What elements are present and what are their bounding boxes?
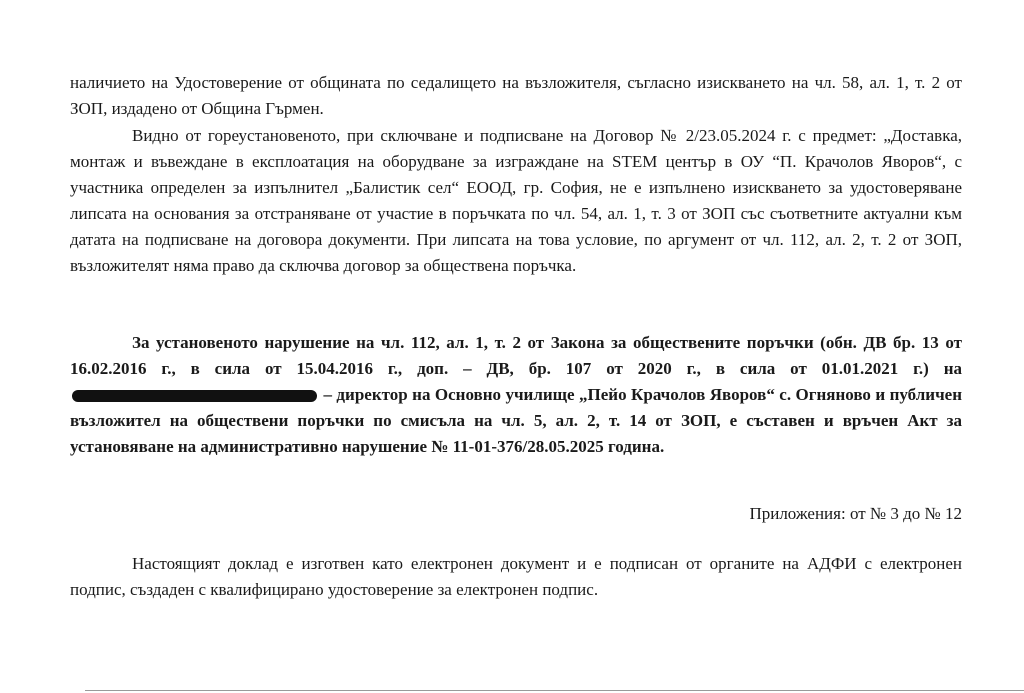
paragraph-text: Настоящият доклад е изготвен като електронен документ и е подписан от органите на АДФИ с електронен подпис, създаден с квалифицирано удостоверение за електронен подпис. [70, 554, 962, 599]
page-edge-line [85, 690, 1024, 691]
paragraph-contract-findings [70, 123, 962, 279]
paragraph-electronic-signature [70, 551, 962, 603]
paragraph-text: Видно от гореустановеното, при сключване и подписване на Договор № 2/23.05.2024 г. с предмет: „Доставка, монтаж и въвеждане в експлоатация на оборудване за изграждане на STEM център в ОУ “П. Крачолов Яворов“, с участника определен за изпълнител „Балистик сел“ ЕООД, гр. София, не е изпълнено изискването за удостоверяване липсата на основания за отстраняване от участие в поръчката по чл. 54, ал. 1, т. 3 от ЗОП със съответните актуални към датата на подписване на договора документи. При липсата на това условие, по аргумент от чл. 112, ал. 2, т. 2 от ЗОП, възложителят няма право да сключва договор за обществена поръчка. [70, 126, 962, 275]
paragraph-text-part1: За установеното нарушение на чл. 112, ал. 1, т. 2 от Закона за обществените поръчки (обн. ДВ бр. 13 от 16.02.2016 г., в сила от 15.04.2016 г., доп. – ДВ, бр. 107 от 2020 г., в сила от 01.01.2021 г.) на [70, 333, 962, 378]
paragraph-text: наличието на Удостоверение от общината по седалището на възложителя, съгласно изискването на чл. 58, ал. 1, т. 2 от ЗОП, издадено от Община Гърмен. [70, 73, 962, 118]
redaction-bar [72, 390, 317, 402]
paragraph-text-part2: – директор на Основно училище „Пейо Крачолов Яворов“ с. Огняново и публичен възложител на обществени поръчки по смисъла на чл. 5, ал. 2, т. 14 от ЗОП, е съставен и връчен Акт за установяване на административно нарушение № 11-01-376/28.05.2025 година. [70, 385, 963, 456]
paragraph-continuation [70, 70, 962, 122]
attachments-note: Приложения: от № 3 до № 12 [749, 504, 962, 523]
paragraph-violation [70, 330, 962, 460]
